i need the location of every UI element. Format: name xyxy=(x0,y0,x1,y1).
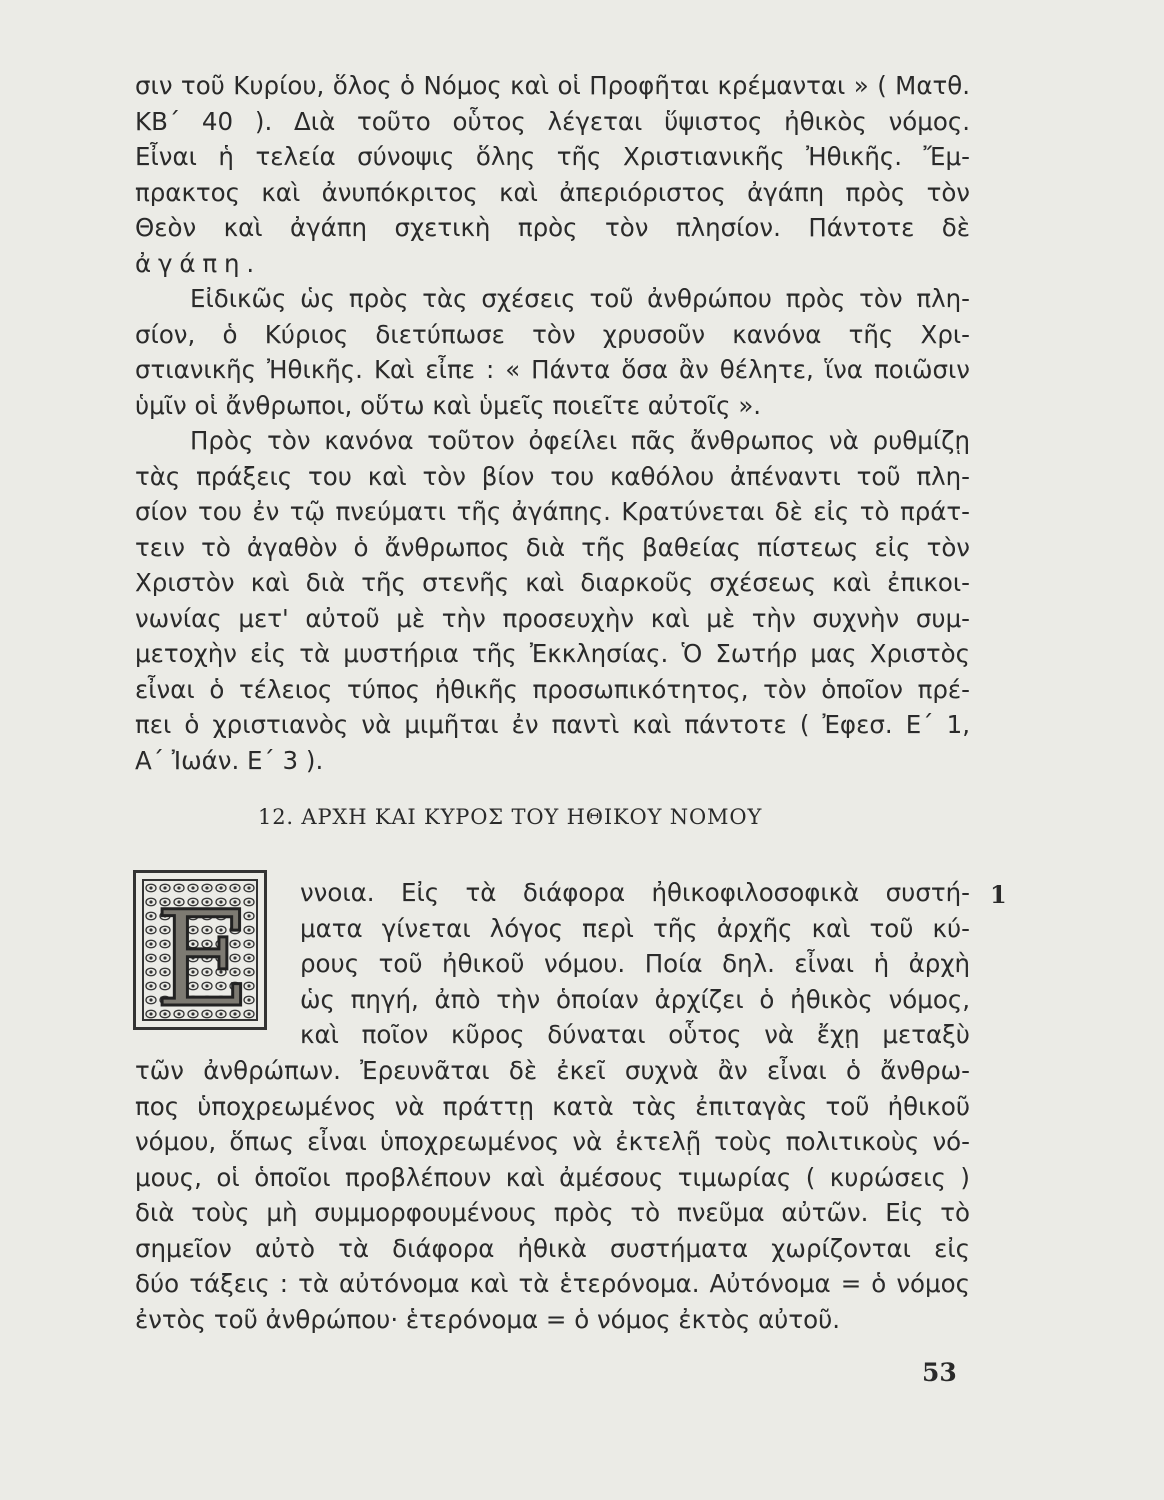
text-line: τὰς πράξεις του καὶ τὸν βίον του καθόλου ἀπέναντι τοῦ πλη- xyxy=(135,461,970,491)
text-line: μους, οἱ ὁποῖοι προβλέπουν καὶ ἀμέσους τιμωρίας ( κυρώσεις ) xyxy=(135,1162,970,1192)
body-text-top xyxy=(135,68,970,778)
text-line: ἀγάπη. xyxy=(135,248,262,278)
text-line: διὰ τοὺς μὴ συμμορφουμένους πρὸς τὸ πνεῦμα αὐτῶν. Εἰς τὸ xyxy=(135,1198,970,1227)
text-line: Α΄ Ἰωάν. Ε΄ 3 ). xyxy=(135,745,324,775)
text-line: σίον του ἐν τῷ πνεύματι τῆς ἀγάπης. Κρατύνεται δὲ εἰς τὸ πράτ- xyxy=(135,497,970,526)
text-line: Εἶναι ἡ τελεία σύνοψις ὅλης τῆς Χριστιανικῆς Ἠθικῆς. Ἔμ- xyxy=(135,142,970,171)
body-text-bottom xyxy=(135,1053,970,1337)
text-line: εἶναι ὁ τέλειος τύπος ἠθικῆς προσωπικότητος, τὸν ὁποῖον πρέ- xyxy=(135,674,970,704)
text-line: ΚΒ΄ 40 ). Διὰ τοῦτο οὗτος λέγεται ὕψιστος ἠθικὸς νόμος. xyxy=(135,106,970,136)
text-line: ρους τοῦ ἠθικοῦ νόμου. Ποία δηλ. εἶναι ἡ ἀρχὴ xyxy=(300,949,970,978)
dropcap-paragraph xyxy=(300,875,970,1053)
text-line: Θεὸν καὶ ἀγάπη σχετικὴ πρὸς τὸν πλησίον. Πάντοτε δὲ xyxy=(135,213,970,242)
text-line: Πρὸς τὸν κανόνα τοῦτον ὀφείλει πᾶς ἄνθρωπος νὰ ρυθμίζῃ xyxy=(190,426,970,455)
text-line: πει ὁ χριστιανὸς νὰ μιμῆται ἐν παντὶ καὶ πάντοτε ( Ἐφεσ. Ε΄ 1, xyxy=(135,710,970,739)
text-line: νωνίας μετ' αὐτοῦ μὲ τὴν προσευχὴν καὶ μὲ τὴν συχνὴν συμ- xyxy=(135,603,970,633)
text-line: τειν τὸ ἀγαθὸν ὁ ἄνθρωπος διὰ τῆς βαθείας πίστεως εἰς τὸν xyxy=(135,532,970,562)
text-line: ὑμῖν οἱ ἄνθρωποι, οὕτω καὶ ὑμεῖς ποιεῖτε αὐτοῖς ». xyxy=(135,390,762,420)
dropcap-ornament-icon xyxy=(144,881,258,1025)
text-line: ννοια. Εἰς τὰ διάφορα ἠθικοφιλοσοφικὰ συστή- xyxy=(300,878,970,907)
section-heading: 12. ΑΡΧΗ ΚΑΙ ΚΥΡΟΣ ΤΟΥ ΗΘΙΚΟΥ ΝΟΜΟΥ xyxy=(258,805,763,829)
ornamental-dropcap xyxy=(133,870,267,1030)
text-line: τῶν ἀνθρώπων. Ἐρευνᾶται δὲ ἐκεῖ συχνὰ ἂν εἶναι ὁ ἄνθρω- xyxy=(135,1056,970,1085)
page-number: 53 xyxy=(922,1358,957,1387)
text-line: νόμου, ὅπως εἶναι ὑποχρεωμένος νὰ ἐκτελῇ τοὺς πολιτικοὺς νό- xyxy=(135,1127,970,1156)
text-line: δύο τάξεις : τὰ αὐτόνομα καὶ τὰ ἑτερόνομα. Αὐτόνομα = ὁ νόμος xyxy=(135,1269,970,1298)
margin-number: 1 xyxy=(990,880,1007,909)
dropcap-letter: Ε xyxy=(154,883,252,1025)
text-line: Χριστὸν καὶ διὰ τῆς στενῆς καὶ διαρκοῦς σχέσεως καὶ ἐπικοι- xyxy=(135,568,970,597)
text-line: καὶ ποῖον κῦρος δύναται οὗτος νὰ ἔχῃ μεταξὺ xyxy=(300,1020,970,1049)
text-line: μετοχὴν εἰς τὰ μυστήρια τῆς Ἐκκλησίας. Ὁ Σωτήρ μας Χριστὸς xyxy=(135,639,970,668)
text-line: ματα γίνεται λόγος περὶ τῆς ἀρχῆς καὶ τοῦ κύ- xyxy=(300,913,970,943)
text-line: πρακτος καὶ ἀνυπόκριτος καὶ ἀπεριόριστος ἀγάπη πρὸς τὸν xyxy=(135,177,970,207)
text-line: πος ὑποχρεωμένος νὰ πράττῃ κατὰ τὰς ἐπιταγὰς τοῦ ἠθικοῦ xyxy=(135,1091,970,1121)
text-line: σημεῖον αὐτὸ τὰ διάφορα ἠθικὰ συστήματα χωρίζονται εἰς xyxy=(135,1233,970,1263)
text-line: στιανικῆς Ἠθικῆς. Καὶ εἶπε : « Πάντα ὅσα ἂν θέλητε, ἵνα ποιῶσιν xyxy=(135,355,970,384)
text-line: ἐντὸς τοῦ ἀνθρώπου· ἑτερόνομα = ὁ νόμος ἐκτὸς αὐτοῦ. xyxy=(135,1304,841,1334)
text-line: σιν τοῦ Κυρίου, ὅλος ὁ Νόμος καὶ οἱ Προφῆται κρέμανται » ( Ματθ. xyxy=(135,71,970,100)
text-line: ὡς πηγή, ἀπὸ τὴν ὁποίαν ἀρχίζει ὁ ἠθικὸς νόμος, xyxy=(300,984,970,1014)
text-line: σίον, ὁ Κύριος διετύπωσε τὸν χρυσοῦν κανόνα τῆς Χρι- xyxy=(135,319,970,349)
text-line: Εἰδικῶς ὡς πρὸς τὰς σχέσεις τοῦ ἀνθρώπου πρὸς τὸν πλη- xyxy=(190,284,970,313)
